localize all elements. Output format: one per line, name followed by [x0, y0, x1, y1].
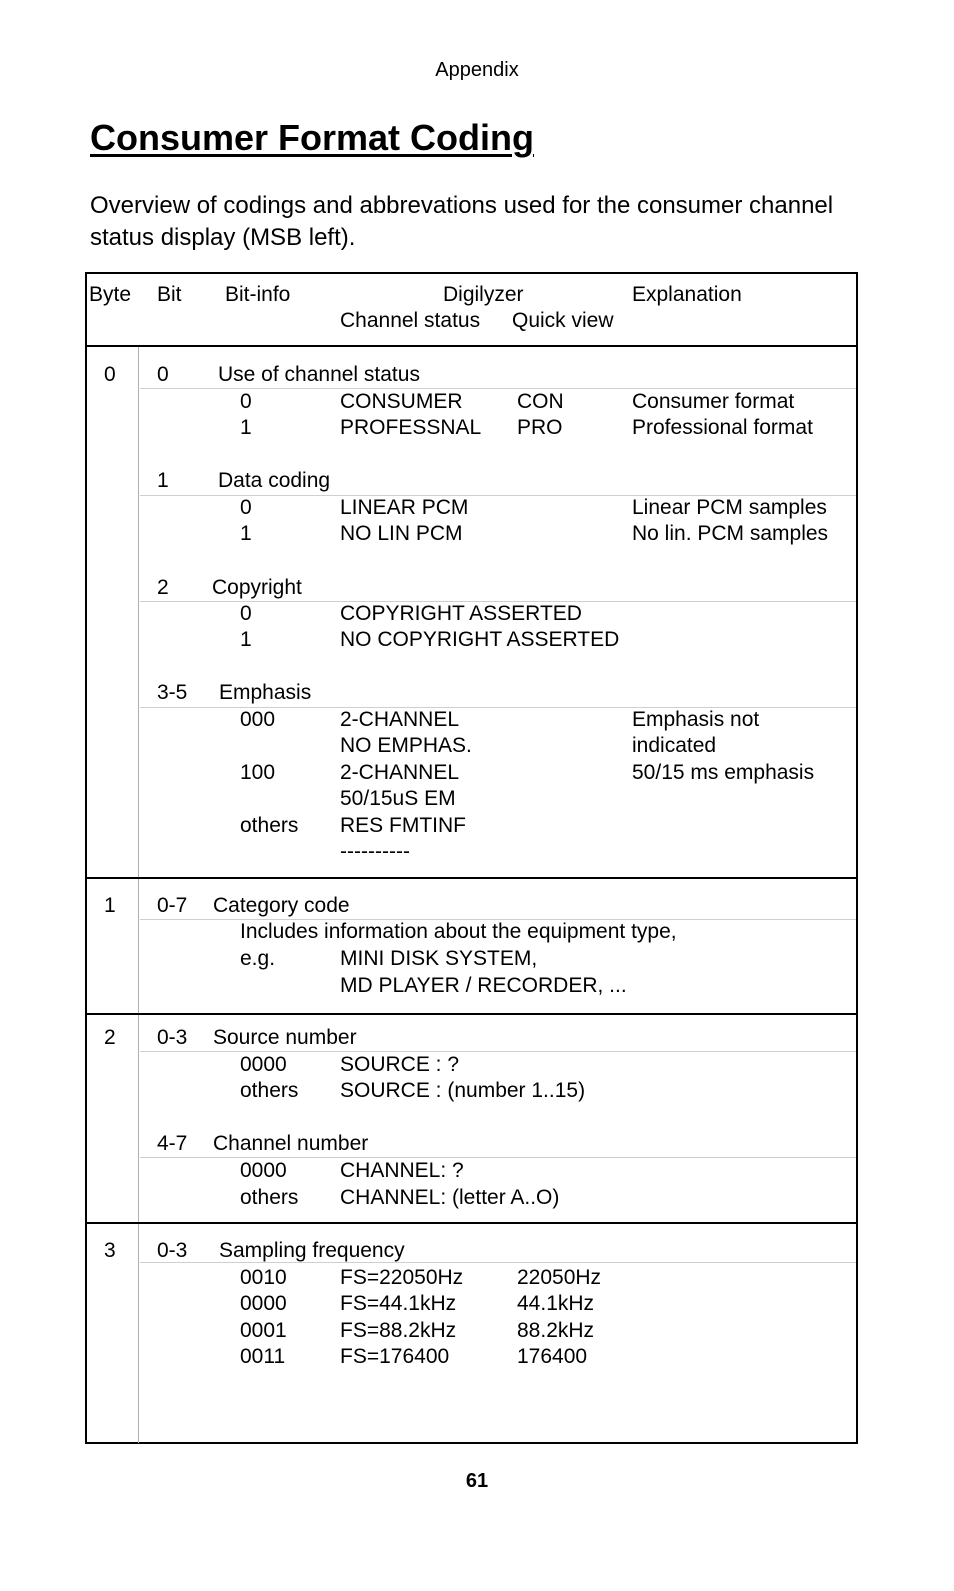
bit-group-label: Data coding	[218, 469, 331, 492]
quick-view-value: CON	[517, 390, 564, 413]
bit-value: 0	[240, 602, 252, 625]
explanation-value: No lin. PCM samples	[632, 522, 829, 545]
quick-view-value: 176400	[517, 1345, 588, 1368]
byte-number: 0	[104, 363, 116, 386]
intro-paragraph: Overview of codings and abbrevations used for the consumer channel status display (MSB left).	[90, 192, 834, 251]
bit-value: 0000	[240, 1159, 287, 1182]
channel-status-value: ----------	[340, 840, 410, 863]
bit-value: 000	[240, 708, 276, 731]
byte-divider	[85, 1013, 858, 1015]
quick-view-value: 88.2kHz	[517, 1319, 595, 1342]
channel-status-value: NO EMPHAS.	[340, 734, 472, 757]
bit-value: others	[240, 1186, 299, 1209]
page-header: Appendix	[435, 59, 519, 81]
explanation-value: Consumer format	[632, 390, 795, 413]
bit-number: 0-3	[157, 1239, 188, 1262]
bit-value: e.g.	[240, 947, 276, 970]
col-header-byte: Byte	[89, 283, 132, 306]
explanation-value: Linear PCM samples	[632, 496, 827, 519]
bit-group-label: Emphasis	[219, 681, 312, 704]
quick-view-value: PRO	[517, 416, 563, 439]
bit-number: 4-7	[157, 1132, 188, 1155]
byte-number: 3	[104, 1239, 116, 1262]
bit-number: 2	[157, 576, 169, 599]
quick-view-value: 22050Hz	[517, 1266, 602, 1289]
group-note: Includes information about the equipment type,	[240, 920, 677, 943]
bit-value: 0000	[240, 1292, 287, 1315]
bit-value: 1	[240, 522, 252, 545]
bit-group-label: Copyright	[212, 576, 302, 599]
channel-status-value: CONSUMER	[340, 390, 463, 413]
bit-value: others	[240, 1079, 299, 1102]
bit-value: 100	[240, 761, 276, 784]
coding-table	[85, 272, 858, 1444]
channel-status-value: 2-CHANNEL	[340, 761, 460, 784]
bit-number: 0-7	[157, 894, 188, 917]
bit-number: 0-3	[157, 1026, 188, 1049]
channel-status-value: SOURCE : ?	[340, 1053, 460, 1076]
bit-value: 0	[240, 390, 252, 413]
channel-status-value: NO LIN PCM	[340, 522, 463, 545]
bit-number: 1	[157, 469, 169, 492]
group-separator	[140, 1262, 856, 1263]
bit-number: 0	[157, 363, 169, 386]
col-header-explanation: Explanation	[632, 283, 742, 306]
explanation-value: 50/15 ms emphasis	[632, 761, 815, 784]
byte-divider	[85, 1222, 858, 1224]
page-number: 61	[465, 1470, 489, 1492]
bit-value: 1	[240, 416, 252, 439]
bit-value: 0001	[240, 1319, 287, 1342]
col-header-quick-view: Quick view	[512, 309, 614, 332]
bit-group-label: Category code	[213, 894, 350, 917]
col-header-channel-status: Channel status	[340, 309, 481, 332]
bit-value: 0	[240, 496, 252, 519]
channel-status-value: MD PLAYER / RECORDER, ...	[340, 974, 627, 997]
bit-value: 0010	[240, 1266, 287, 1289]
page-title: Consumer Format Coding	[90, 117, 535, 158]
channel-status-value: FS=44.1kHz	[340, 1292, 457, 1315]
channel-status-value: MINI DISK SYSTEM,	[340, 947, 538, 970]
bit-value: 1	[240, 628, 252, 651]
channel-status-value: FS=88.2kHz	[340, 1319, 457, 1342]
channel-status-value: NO COPYRIGHT ASSERTED	[340, 628, 620, 651]
channel-status-value: CHANNEL: (letter A..O)	[340, 1186, 560, 1209]
bit-group-label: Use of channel status	[218, 363, 420, 386]
bit-group-label: Source number	[213, 1026, 357, 1049]
byte-number: 2	[104, 1026, 116, 1049]
channel-status-value: PROFESSNAL	[340, 416, 482, 439]
bit-value: 0011	[240, 1345, 286, 1368]
channel-status-value: 50/15uS EM	[340, 787, 456, 810]
byte-column-divider	[138, 347, 139, 1443]
channel-status-value: FS=176400	[340, 1345, 450, 1368]
channel-status-value: RES FMTINF	[340, 814, 466, 837]
byte-number: 1	[104, 894, 116, 917]
channel-status-value: FS=22050Hz	[340, 1266, 464, 1289]
bit-group-label: Channel number	[213, 1132, 369, 1155]
byte-divider	[85, 877, 858, 879]
channel-status-value: 2-CHANNEL	[340, 708, 460, 731]
channel-status-value: SOURCE : (number 1..15)	[340, 1079, 586, 1102]
bit-number: 3-5	[157, 681, 188, 704]
explanation-value: Professional format	[632, 416, 813, 439]
bit-value: others	[240, 814, 299, 837]
explanation-value: indicated	[632, 734, 717, 757]
quick-view-value: 44.1kHz	[517, 1292, 595, 1315]
channel-status-value: CHANNEL: ?	[340, 1159, 464, 1182]
col-header-digilyzer: Digilyzer	[443, 283, 524, 306]
channel-status-value: COPYRIGHT ASSERTED	[340, 602, 582, 625]
explanation-value: Emphasis not	[632, 708, 760, 731]
bit-value: 0000	[240, 1053, 287, 1076]
channel-status-value: LINEAR PCM	[340, 496, 469, 519]
header-divider	[85, 345, 858, 347]
col-header-bit-info: Bit-info	[225, 283, 291, 306]
bit-group-label: Sampling frequency	[219, 1239, 405, 1262]
col-header-bit: Bit	[157, 283, 182, 306]
